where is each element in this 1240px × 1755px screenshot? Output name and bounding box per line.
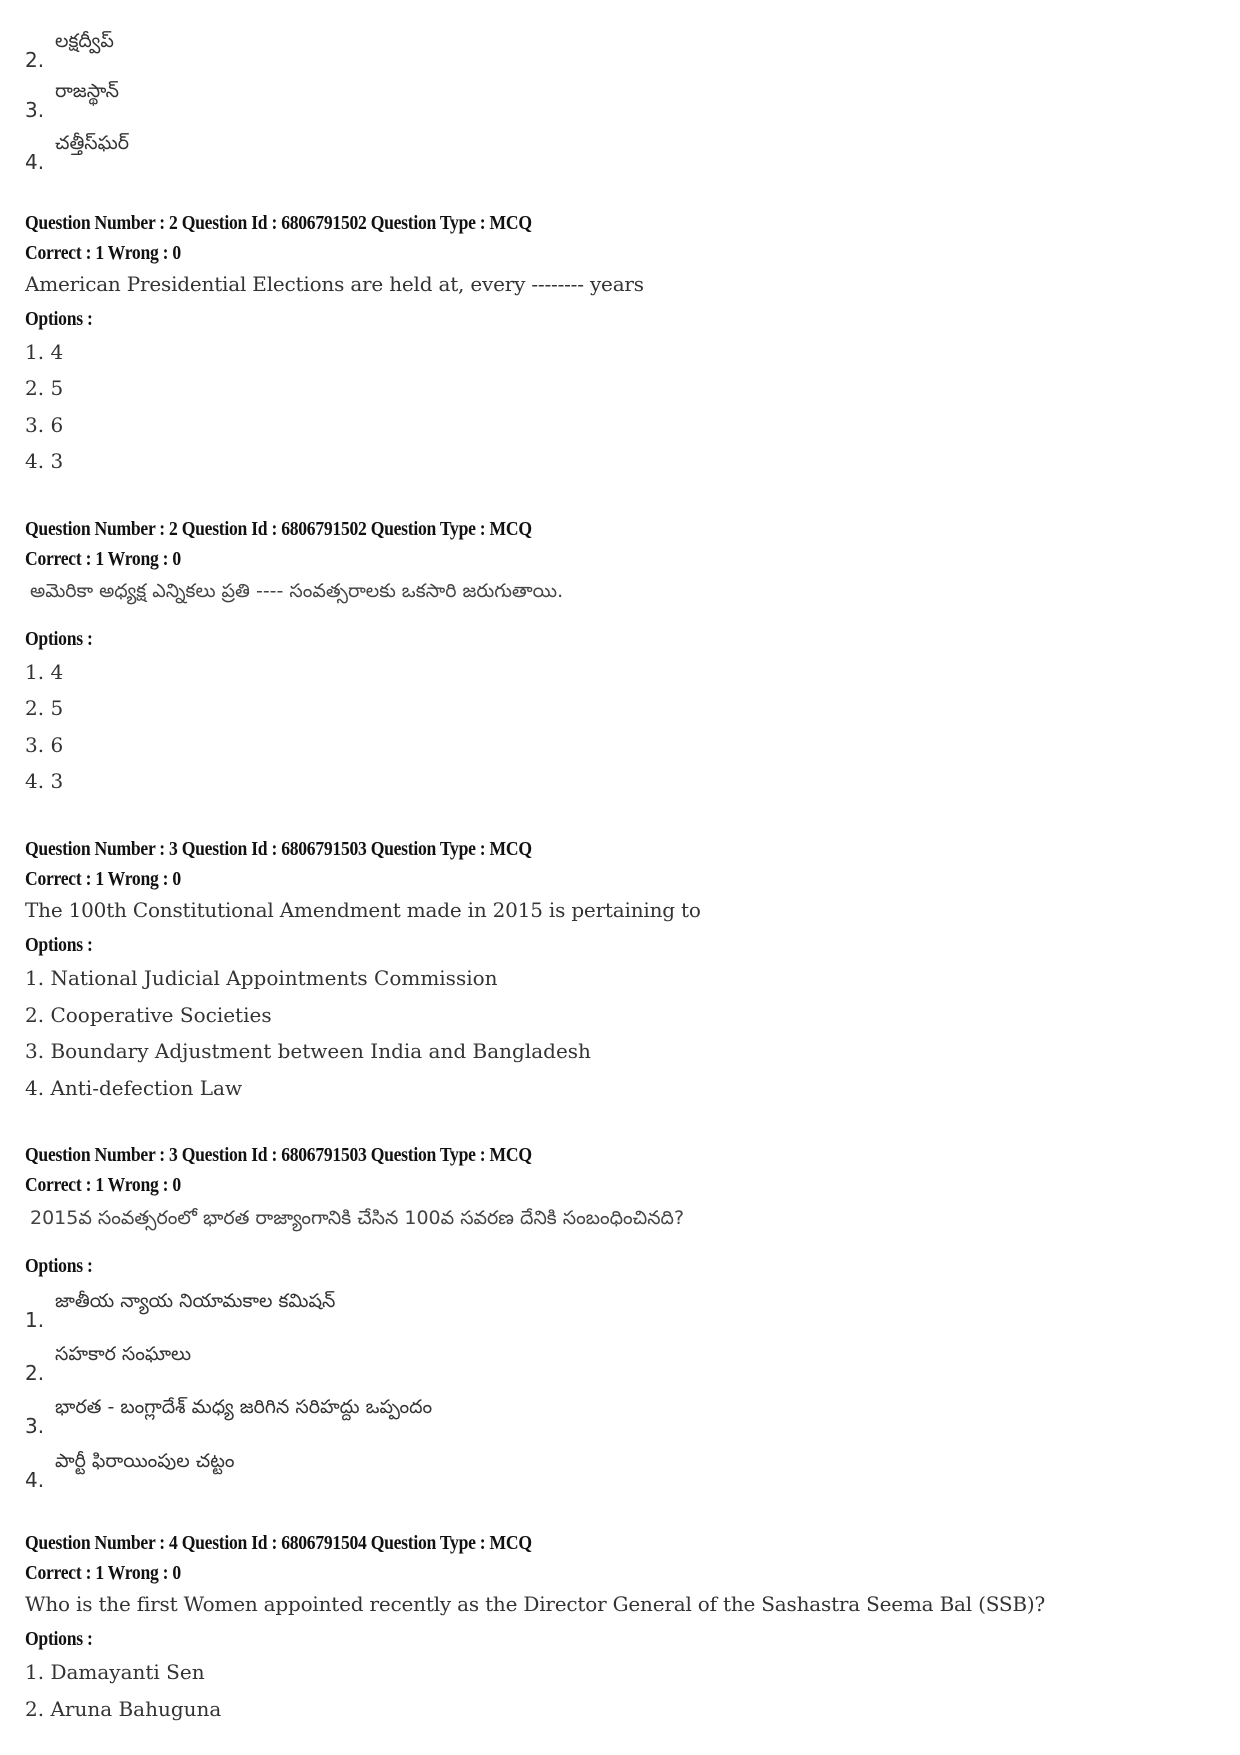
options-label: Options : xyxy=(25,308,93,330)
question-marks: Correct : 1 Wrong : 0 xyxy=(25,868,181,890)
option-text: జాతీయ న్యాయ నియామకాల కమిషన్ xyxy=(55,1290,336,1312)
option-text: చత్తీస్‌ఘర్ xyxy=(55,132,130,154)
question-text: The 100th Constitutional Amendment made in 2015 is pertaining to xyxy=(25,898,701,922)
question-marks: Correct : 1 Wrong : 0 xyxy=(25,548,181,570)
option-item: 2. Aruna Bahuguna xyxy=(25,1697,222,1721)
option-item: 2. 5 xyxy=(25,376,64,400)
options-label: Options : xyxy=(25,628,93,650)
options-label: Options : xyxy=(25,1255,93,1277)
option-item: 4. Anti-defection Law xyxy=(25,1076,243,1100)
option-text: సహకార సంఘాలు xyxy=(55,1343,192,1365)
options-label: Options : xyxy=(25,934,93,956)
question-marks: Correct : 1 Wrong : 0 xyxy=(25,1174,181,1196)
option-item: 1. 4 xyxy=(25,340,64,364)
option-item: 1. 4 xyxy=(25,660,64,684)
question-header: Question Number : 4 Question Id : 6806791504 Question Type : MCQ xyxy=(25,1532,532,1554)
option-number: 4. xyxy=(25,150,45,174)
option-item: 2. Cooperative Societies xyxy=(25,1003,272,1027)
option-text: లక్షద్వీప్ xyxy=(55,30,114,52)
question-marks: Correct : 1 Wrong : 0 xyxy=(25,1562,181,1584)
question-text: అమెరికా అధ్యక్ష ఎన్నికలు ప్రతి ---- సంవత్సరాలకు ఒకసారి జరుగుతాయి. xyxy=(30,580,564,602)
question-header: Question Number : 3 Question Id : 6806791503 Question Type : MCQ xyxy=(25,838,532,860)
options-label: Options : xyxy=(25,1628,93,1650)
option-number: 3. xyxy=(25,1414,45,1438)
question-text: 2015వ సంవత్సరంలో భారత రాజ్యాంగానికి చేసిన 100వ సవరణ దేనికి సంబంధించినది? xyxy=(30,1207,685,1229)
question-header: Question Number : 2 Question Id : 6806791502 Question Type : MCQ xyxy=(25,518,532,540)
option-item: 3. Boundary Adjustment between India and Bangladesh xyxy=(25,1039,591,1063)
option-number: 1. xyxy=(25,1308,45,1332)
option-number: 2. xyxy=(25,48,45,72)
option-item: 3. 6 xyxy=(25,413,64,437)
option-text: రాజస్థాన్ xyxy=(55,80,119,102)
option-number: 4. xyxy=(25,1468,45,1492)
option-number: 3. xyxy=(25,98,45,122)
question-marks: Correct : 1 Wrong : 0 xyxy=(25,242,181,264)
question-header: Question Number : 3 Question Id : 6806791503 Question Type : MCQ xyxy=(25,1144,532,1166)
option-item: 4. 3 xyxy=(25,769,64,793)
option-item: 3. 6 xyxy=(25,733,64,757)
option-text: భారత - బంగ్లాదేశ్ మధ్య జరిగిన సరిహద్దు ఒప్పందం xyxy=(55,1396,433,1418)
question-text: Who is the first Women appointed recently as the Director General of the Sashastra Seema Bal (SSB)? xyxy=(25,1592,1046,1616)
option-item: 1. Damayanti Sen xyxy=(25,1660,205,1684)
option-item: 4. 3 xyxy=(25,449,64,473)
option-item: 1. National Judicial Appointments Commission xyxy=(25,966,498,990)
question-header: Question Number : 2 Question Id : 6806791502 Question Type : MCQ xyxy=(25,212,532,234)
option-number: 2. xyxy=(25,1361,45,1385)
option-item: 2. 5 xyxy=(25,696,64,720)
question-text: American Presidential Elections are held at, every -------- years xyxy=(25,272,644,296)
option-text: పార్టీ ఫిరాయింపుల చట్టం xyxy=(55,1450,235,1472)
